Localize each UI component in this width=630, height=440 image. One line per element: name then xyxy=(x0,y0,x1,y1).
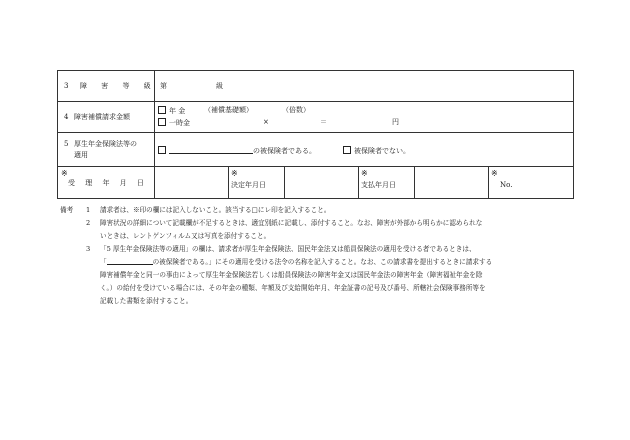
note-2-text-1: 障害状況の詳細について記載欄が不足するときは、適宜別紙に記載し、添付すること。なお、障害が外部から明らかに認められな xyxy=(100,219,483,227)
note-3-text-2: 「 の被保険者である。」にその適用を受ける法令の名称を記入すること。なお、この請求書を提出するときに請求する xyxy=(100,258,493,266)
lump-sum-checkbox[interactable] xyxy=(158,118,166,126)
note-2-number: 2 xyxy=(86,219,91,227)
pension-option: 年 金 xyxy=(158,106,185,116)
received-mark: ※ xyxy=(61,169,68,178)
insured-option: の被保険者である。 xyxy=(158,146,316,156)
lump-sum-option: 一時金 xyxy=(158,118,190,128)
payment-mark: ※ xyxy=(361,169,368,178)
amount-label: 障害補償請求金額 xyxy=(74,113,130,121)
received-date-label: 受 理 年 月 日 xyxy=(68,179,148,187)
multiplier-label: （倍数） xyxy=(282,106,310,114)
grade-suffix: 級 xyxy=(216,82,223,90)
number-mark: ※ xyxy=(491,169,498,178)
amount-number: 4 xyxy=(64,113,69,121)
note-1-number: 1 xyxy=(86,206,91,214)
note-1-text: 請求者は、※印の欄には記入しないこと。該当する□にレ印を記入すること。 xyxy=(100,206,331,214)
not-insured-option: 被保険者でない。 xyxy=(343,146,410,156)
note-2-text-2: いときは、レントゲンフィルム又は写真を添付すること。 xyxy=(100,232,271,240)
pension-checkbox[interactable] xyxy=(158,106,166,114)
payment-date-label: 支払年月日 xyxy=(361,181,396,189)
remarks-title: 備考 xyxy=(60,206,74,214)
law-name-field[interactable] xyxy=(169,146,253,154)
note-3-text-4: く。）の給付を受けている場合には、その年金の種類、年額及び支給開始年月、年金証書の記号及び番号、所轄社会保険事務所等を xyxy=(100,284,486,292)
note-3-text-5: 記載した書類を添付すること。 xyxy=(100,297,193,305)
number-label: No. xyxy=(500,181,513,189)
decision-date-label: 決定年月日 xyxy=(231,181,266,189)
insured-checkbox[interactable] xyxy=(158,146,166,154)
grade-row xyxy=(58,71,573,102)
pension-law-number: 5 xyxy=(64,140,69,148)
grade-prefix: 第 xyxy=(160,82,167,90)
decision-mark: ※ xyxy=(231,169,238,178)
office-use-row xyxy=(58,167,573,198)
multiply-sign: × xyxy=(263,118,269,126)
pension-law-label-1: 厚生年金保険法等の xyxy=(74,140,137,148)
note-3-number: 3 xyxy=(86,245,91,253)
not-insured-checkbox[interactable] xyxy=(343,146,351,154)
basis-label: （補償基礎額） xyxy=(204,106,253,114)
note-3-text-1: 「5 厚生年金保険法等の適用」の欄は、請求者が厚生年金保険法、国民年金法又は船員保険法の適用を受ける者であるときは、 xyxy=(100,245,476,253)
equals-sign: ＝ xyxy=(320,118,327,126)
amount-row xyxy=(58,102,573,133)
claim-form-table xyxy=(57,70,574,199)
pension-law-label-2: 適用 xyxy=(74,151,88,159)
grade-number: 3 xyxy=(64,82,69,90)
grade-label: 障 害 等 級 xyxy=(80,82,157,90)
yen-unit: 円 xyxy=(392,118,399,126)
pension-law-row xyxy=(58,133,573,167)
note-3-text-3: 障害補償年金と同一の事由によって厚生年金保険法若しくは船員保険法の障害年金又は国民年金法の障害年金（障害福祉年金を除 xyxy=(100,271,483,279)
